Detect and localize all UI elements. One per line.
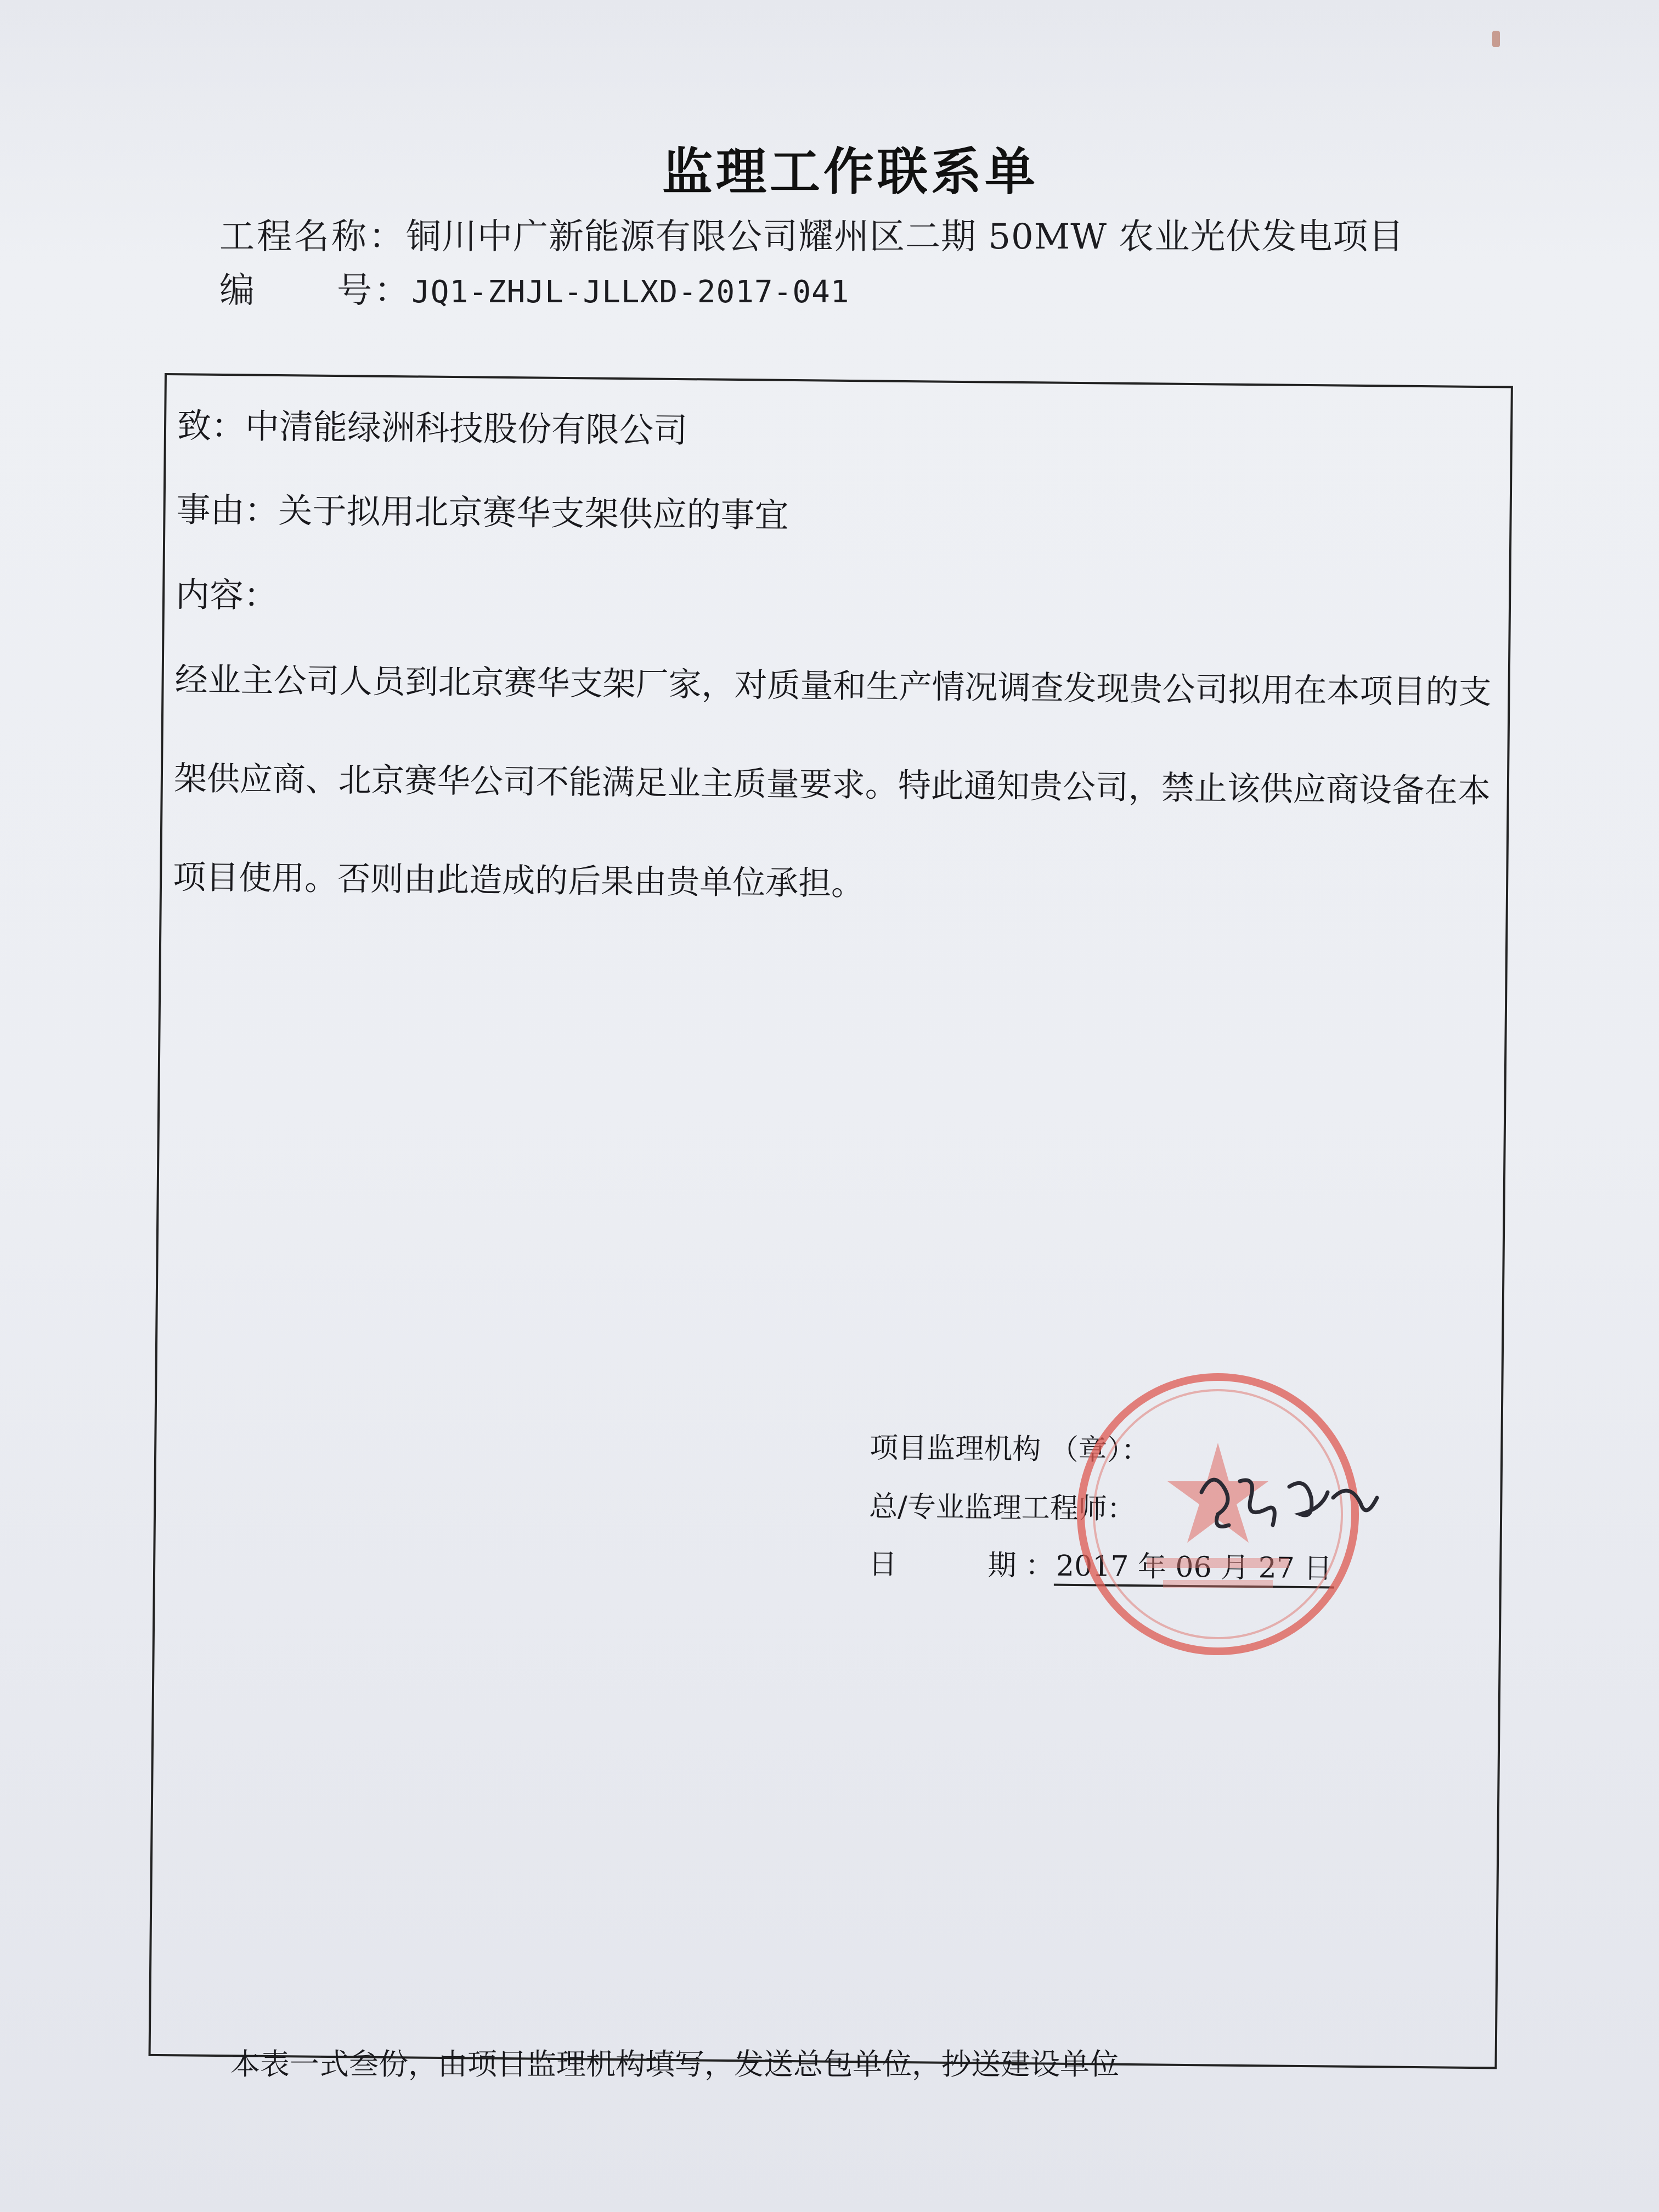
footer-note: 本表一式叁份，由项目监理机构填写，发送总包单位，抄送建设单位 xyxy=(230,2047,1119,2081)
recipient-label: 致： xyxy=(177,405,246,447)
content-body: 经业主公司人员到北京赛华支架厂家，对质量和生产情况调查发现贵公司拟用在本项目的支架供应商、北京赛华公司不能满足业主质量要求。特此通知贵公司，禁止该供应商设备在本项目使用。否则由此造成的后果由贵单位承担。 xyxy=(172,661,1492,904)
document-number-value: JQ1-ZHJL-JLLXD-2017-041 xyxy=(411,274,850,310)
recipient-line xyxy=(177,398,688,452)
date-label: 日 期 ： xyxy=(868,1548,1054,1583)
form-frame xyxy=(149,373,1513,2069)
project-name-value: 铜川中广新能源有限公司耀州区二期 50MW 农业光伏发电项目 xyxy=(406,217,1404,257)
document-title: 监理工作联系单 xyxy=(662,143,1039,201)
date-value: 2017 年 06 月 27 日 xyxy=(1054,1543,1335,1589)
recipient-value: 中清能绿洲科技股份有限公司 xyxy=(245,406,688,451)
subject-line xyxy=(176,482,789,537)
engineer-label: 总/专业监理工程师： xyxy=(868,1490,1136,1526)
content-label: 内容： xyxy=(175,574,278,616)
subject-value: 关于拟用北京赛华支架供应的事宜 xyxy=(278,490,789,535)
seal-text-band-lower xyxy=(1163,1580,1273,1588)
subject-label: 事由： xyxy=(176,489,279,531)
document-number-label: 编 号： xyxy=(219,270,412,311)
supervision-org-label: 项目监理机构 （章）： xyxy=(869,1431,1150,1468)
seal-text-band xyxy=(1147,1558,1289,1568)
document-number-row xyxy=(219,262,850,313)
project-name-row xyxy=(219,208,1404,259)
handwritten-signature xyxy=(1196,1459,1383,1542)
project-name-label: 工程名称： xyxy=(219,217,406,257)
paper-mark xyxy=(1492,31,1500,47)
